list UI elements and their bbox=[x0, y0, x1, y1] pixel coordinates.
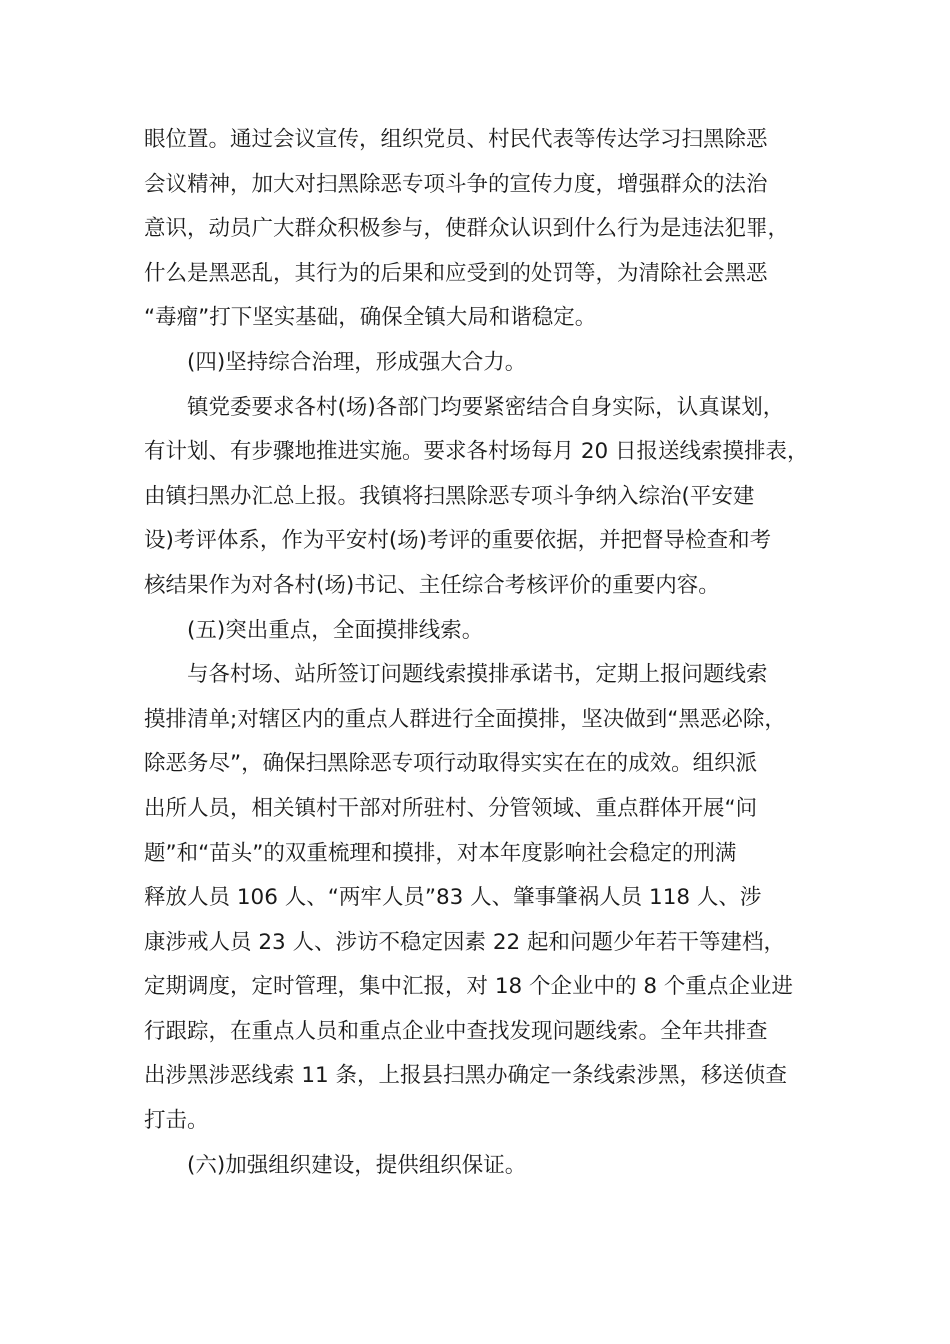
paragraph-comprehensive-governance: 镇党委要求各村(场)各部门均要紧密结合自身实际，认真谋划， 有计划、有步骤地推进实施。要求各村场每月 20 日报送线索摸排表， 由镇扫黑办汇总上报。我镇将扫黑除恶专项斗争纳入综治(平安建 设)考评体系，作为平安村(场)考评的重要依据，并把督导检查和考 核结果作为对各村(场)书记、主任综合考核评价的重要内容。 bbox=[144, 394, 809, 598]
section-heading-6: (六)加强组织建设，提供组织保证。 bbox=[187, 1152, 527, 1178]
section-heading-5: (五)突出重点，全面摸排线索。 bbox=[187, 617, 484, 643]
section-heading-4: (四)坚持综合治理，形成强大合力。 bbox=[187, 349, 527, 375]
paragraph-publicity-continued: 眼位置。通过会议宣传，组织党员、村民代表等传达学习扫黑除恶 会议精神，加大对扫黑除恶专项斗争的宣传力度，增强群众的法治 意识，动员广大群众积极参与，使群众认识到什么行为是违法犯罪， 什么是黑恶乱，其行为的后果和应受到的处罚等，为清除社会黑恶 “毒瘤”打下坚实基础，确保全镇大局和谐稳定。 bbox=[144, 127, 790, 331]
document-body bbox=[144, 118, 824, 1188]
paragraph-clue-investigation: 与各村场、站所签订问题线索摸排承诺书，定期上报问题线索 摸排清单;对辖区内的重点人群进行全面摸排，坚决做到“黑恶必除， 除恶务尽”，确保扫黑除恶专项行动取得实实在在的成效。组织派 出所人员，相关镇村干部对所驻村、分管领域、重点群体开展“问 题”和“苗头”的双重梳理和摸排，对本年度影响社会稳定的刑满 释放人员 106 人、“两牢人员”83 人、肇事肇祸人员 118 人、涉 康涉戒人员 23 人、涉访不稳定因素 22 起和问题少年若干等建档， 定期调度，定时管理，集中汇报，对 18 个企业中的 8 个重点企业进 行跟踪，在重点人员和重点企业中查找发现问题线索。全年共排查 出涉黑涉恶线索 11 条，上报县扫黑办确定一条线索涉黑，移送侦查 打击。 bbox=[144, 662, 793, 1134]
